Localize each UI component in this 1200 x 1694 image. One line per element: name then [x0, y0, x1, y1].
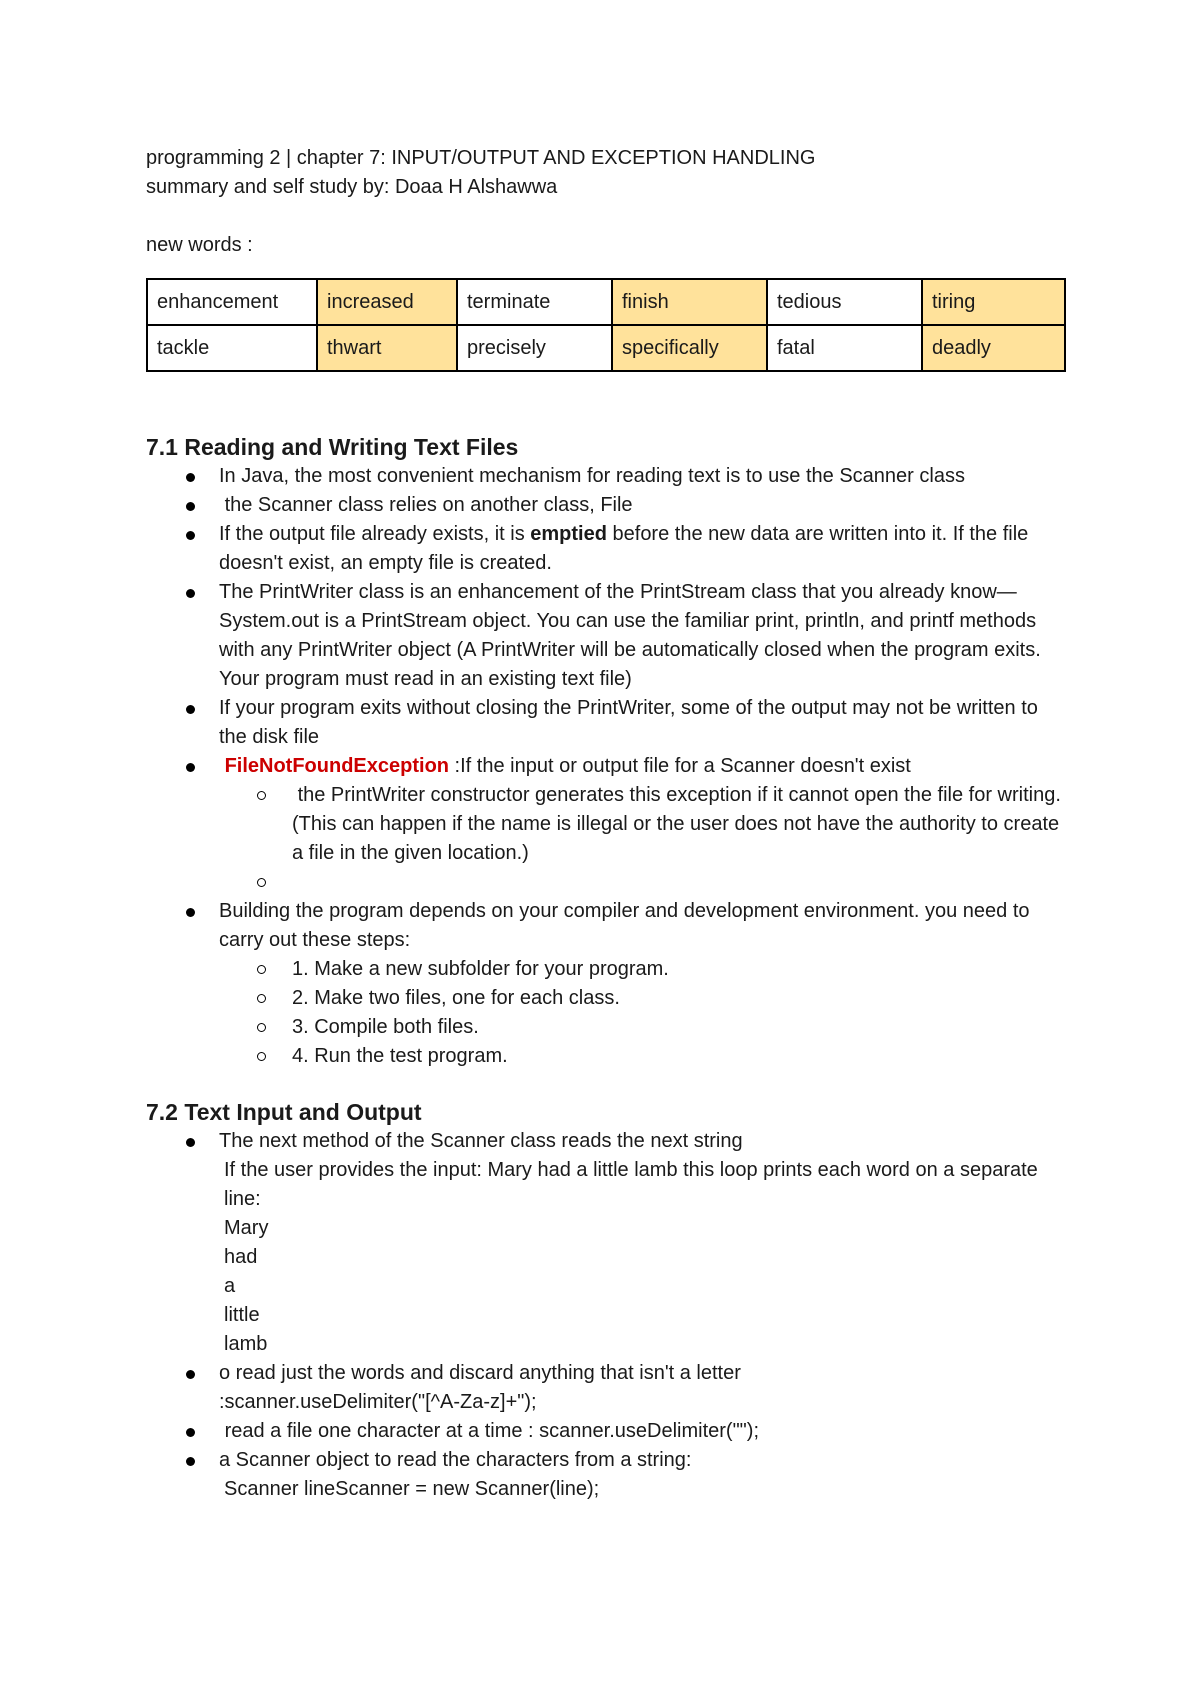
- emphasis-text: emptied: [530, 523, 607, 545]
- list-item-text: Building the program depends on your compiler and development environment. you need to carry out these steps:: [219, 900, 1030, 951]
- steps-list: [219, 955, 1066, 1071]
- table-row: [147, 325, 1065, 371]
- vocab-meaning: finish: [612, 279, 767, 325]
- list-item-text: read a file one character at a time : scanner.useDelimiter("");: [224, 1420, 759, 1442]
- section-heading-7-2: 7.2 Text Input and Output: [146, 1099, 422, 1125]
- step-item: 4. Run the test program.: [219, 1042, 1066, 1071]
- list-item: In Java, the most convenient mechanism for reading text is to use the Scanner class: [146, 462, 1066, 491]
- step-item: 2. Make two files, one for each class.: [219, 984, 1066, 1013]
- sublist-item-empty: [219, 868, 1066, 897]
- new-words-label: new words :: [146, 234, 253, 256]
- list-item: [146, 491, 1066, 520]
- list-item: If your program exits without closing the PrintWriter, some of the output may not be written to the disk file: [146, 694, 1066, 752]
- list-item: [146, 520, 1066, 578]
- vocab-meaning: increased: [317, 279, 457, 325]
- section-7-1-list: [146, 462, 1066, 1071]
- code-text: :scanner.useDelimiter("[^A-Za-z]+");: [219, 1391, 537, 1413]
- vocab-table: [146, 278, 1066, 372]
- example-word: lamb: [224, 1333, 268, 1355]
- list-item: [146, 1127, 1066, 1359]
- list-item-text: a Scanner object to read the characters from a string:: [219, 1449, 692, 1471]
- list-item: [146, 1446, 1066, 1504]
- sublist-item-text: the PrintWriter constructor generates this exception if it cannot open the file for writing. (This can happen if the name is illegal or the user does not have the authority to create a file in the given location.): [292, 784, 1061, 864]
- example-word: Mary: [224, 1217, 269, 1239]
- vocab-word: terminate: [457, 279, 612, 325]
- list-item-text: the Scanner class relies on another class, File: [224, 494, 633, 516]
- exception-name: FileNotFoundException: [224, 755, 449, 777]
- table-row: [147, 279, 1065, 325]
- document-title: programming 2 | chapter 7: INPUT/OUTPUT AND EXCEPTION HANDLING: [146, 147, 816, 169]
- vocab-meaning: tiring: [922, 279, 1065, 325]
- document-content: [146, 144, 1066, 1504]
- list-item-text: If the user provides the input: Mary had a little lamb this loop prints each word on a separate line:: [224, 1159, 1038, 1210]
- vocab-meaning: thwart: [317, 325, 457, 371]
- code-text: Scanner lineScanner = new Scanner(line);: [224, 1478, 600, 1500]
- list-item: [146, 752, 1066, 897]
- sublist: [219, 781, 1066, 897]
- list-item-text: o read just the words and discard anything that isn't a letter: [219, 1362, 741, 1384]
- example-word: a: [224, 1275, 236, 1297]
- example-word: little: [224, 1304, 260, 1326]
- section-7-2-list: [146, 1127, 1066, 1504]
- list-item-text: The next method of the Scanner class reads the next string: [219, 1130, 743, 1152]
- vocab-word: enhancement: [147, 279, 317, 325]
- list-item-text: :If the input or output file for a Scanner doesn't exist: [449, 755, 911, 777]
- list-item-text: before the new data are written into it. If the file doesn't exist, an empty file is created.: [219, 523, 1029, 574]
- vocab-meaning: deadly: [922, 325, 1065, 371]
- vocab-word: fatal: [767, 325, 922, 371]
- step-item: 3. Compile both files.: [219, 1013, 1066, 1042]
- section-heading-7-1: 7.1 Reading and Writing Text Files: [146, 434, 519, 460]
- vocab-word: tedious: [767, 279, 922, 325]
- author-line: summary and self study by: Doaa H Alshawwa: [146, 176, 558, 198]
- sublist-item: [219, 781, 1066, 868]
- vocab-meaning: specifically: [612, 325, 767, 371]
- vocab-word: tackle: [147, 325, 317, 371]
- list-item: The PrintWriter class is an enhancement of the PrintStream class that you already know—System.out is a PrintStream object. You can use the familiar print, println, and printf methods with any PrintWriter object (A PrintWriter will be automatically closed when the program exits. Your program must read in an existing text file): [146, 578, 1066, 694]
- example-word: had: [224, 1246, 258, 1268]
- list-item: [146, 1359, 1066, 1417]
- vocab-word: precisely: [457, 325, 612, 371]
- list-item: [146, 897, 1066, 1071]
- list-item: [146, 1417, 1066, 1446]
- step-item: 1. Make a new subfolder for your program.: [219, 955, 1066, 984]
- list-item-text: If the output file already exists, it is: [219, 523, 531, 545]
